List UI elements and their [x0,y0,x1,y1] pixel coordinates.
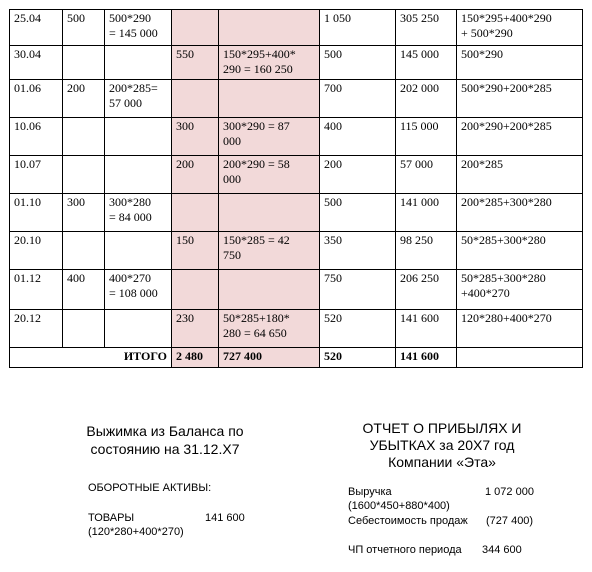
balance-calc-cell: 150*295+400*290 + 500*290 [457,10,583,46]
net-profit-label: ЧП отчетного периода [348,544,462,556]
in-calc-cell [105,46,172,80]
balance-sum-cell: 141 000 [396,194,457,232]
in-calc-cell [105,310,172,348]
balance-qty-cell: 200 [320,156,396,194]
date-cell: 30.04 [10,46,63,80]
balance-qty-cell: 1 050 [320,10,396,46]
cogs-value: (727 400) [486,515,534,527]
balance-qty-cell: 700 [320,80,396,118]
balance-sum-cell: 305 250 [396,10,457,46]
date-cell: 20.10 [10,232,63,270]
balance-sum-cell: 57 000 [396,156,457,194]
total-balance-sum: 141 600 [396,348,457,368]
in-qty-cell [63,46,105,80]
in-calc-cell: 500*290 = 145 000 [105,10,172,46]
balance-qty-cell: 400 [320,118,396,156]
table-row [10,80,583,118]
goods-formula: (120*280+400*270) [88,526,184,538]
in-qty-cell [63,310,105,348]
out-calc-cell: 150*285 = 42 750 [219,232,320,270]
out-calc-cell [219,194,320,232]
out-calc-cell [219,270,320,310]
balance-sum-cell: 202 000 [396,80,457,118]
out-qty-cell [172,270,219,310]
out-qty-cell: 200 [172,156,219,194]
out-calc-cell: 50*285+180* 280 = 64 650 [219,310,320,348]
balance-calc-cell: 500*290 [457,46,583,80]
in-calc-cell: 300*280 = 84 000 [105,194,172,232]
total-empty-cell [457,348,583,368]
total-row [10,348,583,368]
table-row [10,118,583,156]
out-qty-cell: 300 [172,118,219,156]
out-qty-cell [172,80,219,118]
out-calc-cell [219,80,320,118]
date-cell: 25.04 [10,10,63,46]
date-cell: 01.06 [10,80,63,118]
total-label: ИТОГО [10,348,172,368]
balance-extract-title: Выжимка из Баланса по состоянию на 31.12.Х7 [86,423,244,457]
balance-calc-cell: 200*285 [457,156,583,194]
profit-loss-title: ОТЧЕТ О ПРИБЫЛЯХ И УБЫТКАХ за 20Х7 год Компании «Эта» [362,420,522,470]
balance-qty-cell: 500 [320,194,396,232]
balance-calc-cell: 120*280+400*270 [457,310,583,348]
balance-calc-cell: 200*285+300*280 [457,194,583,232]
balance-calc-cell: 500*290+200*285 [457,80,583,118]
in-qty-cell: 300 [63,194,105,232]
table-row [10,156,583,194]
total-balance-qty: 520 [320,348,396,368]
total-out-sum: 727 400 [219,348,320,368]
balance-sum-cell: 98 250 [396,232,457,270]
in-qty-cell [63,156,105,194]
date-cell: 20.12 [10,310,63,348]
revenue-label: Выручка [348,486,392,498]
out-qty-cell: 150 [172,232,219,270]
table-row [10,46,583,80]
balance-sum-cell: 206 250 [396,270,457,310]
revenue-value: 1 072 000 [485,486,534,498]
out-qty-cell [172,10,219,46]
balance-sum-cell: 115 000 [396,118,457,156]
balance-calc-cell: 50*285+300*280 +400*270 [457,270,583,310]
out-calc-cell: 300*290 = 87 000 [219,118,320,156]
inventory-ledger-table [9,9,583,368]
in-calc-cell: 400*270 = 108 000 [105,270,172,310]
total-out-qty: 2 480 [172,348,219,368]
table-row [10,194,583,232]
cogs-label: Себестоимость продаж [348,515,468,527]
in-qty-cell: 200 [63,80,105,118]
balance-sum-cell: 141 600 [396,310,457,348]
table-row [10,10,583,46]
revenue-formula: (1600*450+880*400) [348,500,450,512]
date-cell: 01.10 [10,194,63,232]
in-calc-cell [105,156,172,194]
balance-sum-cell: 145 000 [396,46,457,80]
out-calc-cell: 150*295+400* 290 = 160 250 [219,46,320,80]
balance-qty-cell: 520 [320,310,396,348]
in-calc-cell [105,118,172,156]
date-cell: 01.12 [10,270,63,310]
balance-qty-cell: 350 [320,232,396,270]
goods-label: ТОВАРЫ [88,512,135,524]
in-qty-cell [63,232,105,270]
out-qty-cell: 230 [172,310,219,348]
out-calc-cell [219,10,320,46]
goods-value: 141 600 [205,512,245,524]
out-qty-cell [172,194,219,232]
table-row [10,270,583,310]
date-cell: 10.06 [10,118,63,156]
balance-calc-cell: 50*285+300*280 [457,232,583,270]
in-qty-cell: 500 [63,10,105,46]
in-calc-cell: 200*285= 57 000 [105,80,172,118]
balance-qty-cell: 500 [320,46,396,80]
out-calc-cell: 200*290 = 58 000 [219,156,320,194]
in-calc-cell [105,232,172,270]
in-qty-cell: 400 [63,270,105,310]
date-cell: 10.07 [10,156,63,194]
net-profit-value: 344 600 [482,544,522,556]
table-row [10,232,583,270]
out-qty-cell: 550 [172,46,219,80]
table-row [10,310,583,348]
balance-calc-cell: 200*290+200*285 [457,118,583,156]
current-assets-heading: ОБОРОТНЫЕ АКТИВЫ: [88,482,212,494]
in-qty-cell [63,118,105,156]
balance-qty-cell: 750 [320,270,396,310]
